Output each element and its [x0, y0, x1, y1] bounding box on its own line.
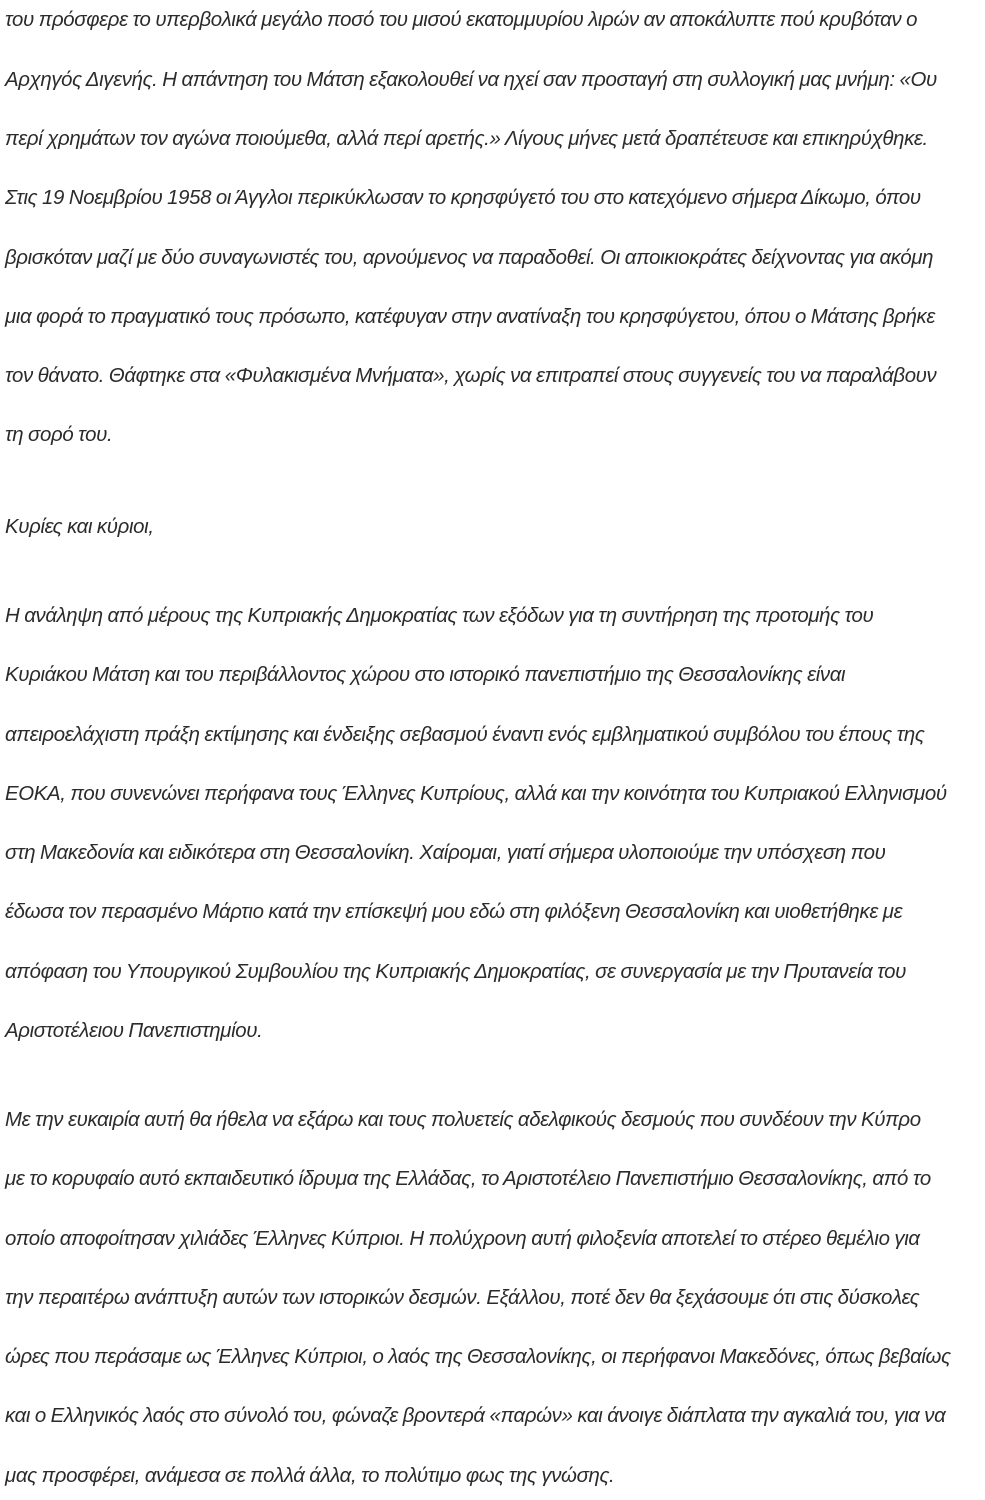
text-line: περί χρημάτων τον αγώνα ποιούμεθα, αλλά περί αρετής.» Λίγους μήνες μετά δραπέτευσε και επικηρύχθηκε.: [5, 128, 928, 150]
text-line: οποίο αποφοίτησαν χιλιάδες Έλληνες Κύπριοι. Η πολύχρονη αυτή φιλοξενία αποτελεί το στέρεο θεμέλιο για: [5, 1228, 920, 1250]
text-line: ώρες που περάσαμε ως Έλληνες Κύπριοι, ο λαός της Θεσσαλονίκης, οι περήφανοι Μακεδόνες, όπως βεβαίως: [5, 1346, 951, 1368]
text-line: μας προσφέρει, ανάμεσα σε πολλά άλλα, το πολύτιμο φως της γνώσης.: [5, 1465, 615, 1487]
text-line: απειροελάχιστη πράξη εκτίμησης και ένδειξης σεβασμού έναντι ενός εμβληματικού συμβόλου του έπους της: [5, 724, 925, 746]
text-line: τον θάνατο. Θάφτηκε στα «Φυλακισμένα Μνήματα», χωρίς να επιτραπεί στους συγγενείς του να παραλάβουν: [5, 365, 937, 387]
text-line: Κυριάκου Μάτση και του περιβάλλοντος χώρου στο ιστορικό πανεπιστήμιο της Θεσσαλονίκης είναι: [5, 664, 846, 686]
text-line: Κυρίες και κύριοι,: [5, 516, 154, 538]
text-line: Στις 19 Νοεμβρίου 1958 οι Άγγλοι περικύκλωσαν το κρησφύγετό του στο κατεχόμενο σήμερα Δίκωμο, όπου: [5, 187, 921, 209]
text-line: τη σορό του.: [5, 424, 113, 446]
text-line: Με την ευκαιρία αυτή θα ήθελα να εξάρω και τους πολυετείς αδελφικούς δεσμούς που συνδέουν την Κύπρο: [5, 1109, 921, 1131]
text-line: στη Μακεδονία και ειδικότερα στη Θεσσαλονίκη. Χαίρομαι, γιατί σήμερα υλοποιούμε την υπόσχεση που: [5, 842, 886, 864]
text-line: έδωσα τον περασμένο Μάρτιο κατά την επίσκεψή μου εδώ στη φιλόξενη Θεσσαλονίκη και υιοθετήθηκε με: [5, 901, 903, 923]
text-line: Αρχηγός Διγενής. Η απάντηση του Μάτση εξακολουθεί να ηχεί σαν προσταγή στη συλλογική μας μνήμη: «Ου: [5, 69, 937, 91]
text-line: με το κορυφαίο αυτό εκπαιδευτικό ίδρυμα της Ελλάδας, το Αριστοτέλειο Πανεπιστήμιο Θεσσαλονίκης, από το: [5, 1168, 931, 1190]
text-line: και ο Ελληνικός λαός στο σύνολό του, φώναζε βροντερά «παρών» και άνοιγε διάπλατα την αγκαλιά του, για να: [5, 1405, 946, 1427]
text-line: μια φορά το πραγματικό τους πρόσωπο, κατέφυγαν στην ανατίναξη του κρησφύγετου, όπου ο Μάτσης βρήκε: [5, 306, 936, 328]
text-line: απόφαση του Υπουργικού Συμβουλίου της Κυπριακής Δημοκρατίας, σε συνεργασία με την Πρυτανεία του: [5, 961, 906, 983]
text-line: βρισκόταν μαζί με δύο συναγωνιστές του, αρνούμενος να παραδοθεί. Οι αποικιοκράτες δείχνοντας για ακόμη: [5, 247, 934, 269]
text-line: του πρόσφερε το υπερβολικά μεγάλο ποσό του μισού εκατομμυρίου λιρών αν αποκάλυπτε πού κρυβόταν ο: [5, 9, 918, 31]
text-line: Η ανάληψη από μέρους της Κυπριακής Δημοκρατίας των εξόδων για τη συντήρηση της προτομής του: [5, 605, 874, 627]
text-line: ΕΟΚΑ, που συνενώνει περήφανα τους Έλληνες Κυπρίους, αλλά και την κοινότητα του Κυπριακού Ελληνισμού: [5, 783, 947, 805]
text-line: την περαιτέρω ανάπτυξη αυτών των ιστορικών δεσμών. Εξάλλου, ποτέ δεν θα ξεχάσουμε ότι στις δύσκολες: [5, 1287, 920, 1309]
text-line: Αριστοτέλειου Πανεπιστημίου.: [5, 1020, 263, 1042]
